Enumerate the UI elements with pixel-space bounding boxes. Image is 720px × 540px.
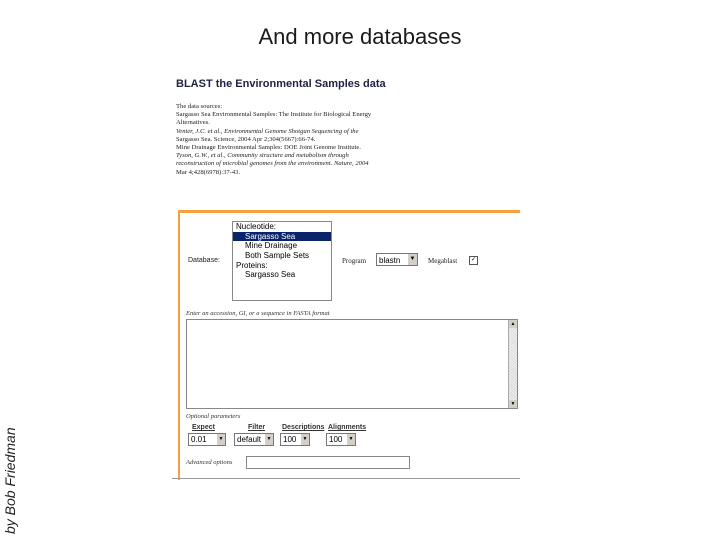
source-line: Mine Drainage Environmental Samples: DOE Joint Genome Institute. (176, 144, 361, 152)
expect-value: 0.01 (191, 435, 207, 444)
program-value: blastn (379, 256, 401, 265)
page-heading: BLAST the Environmental Samples data (176, 78, 386, 90)
scroll-down-icon[interactable]: ▼ (510, 401, 516, 407)
filter-select[interactable] (234, 433, 274, 446)
descriptions-value: 100 (283, 435, 297, 444)
database-option-group: Nucleotide: (236, 222, 277, 231)
scroll-up-icon[interactable]: ▲ (510, 321, 516, 327)
advanced-options-input[interactable] (246, 456, 410, 469)
advanced-options-label: Advanced options (186, 459, 233, 466)
data-sources-text (176, 103, 420, 177)
program-label: Program (342, 257, 367, 265)
source-line: Venter, J.C. et al., Environmental Genome Shotgun Sequencing of the (176, 127, 359, 135)
database-label: Database: (188, 257, 220, 264)
database-option[interactable]: Sargasso Sea (233, 232, 331, 242)
alignments-header: Alignments (328, 424, 367, 431)
sequence-scrollbar[interactable] (508, 320, 517, 408)
chevron-down-icon: ▼ (301, 434, 309, 445)
source-line: The data sources: (176, 103, 223, 110)
chevron-down-icon: ▼ (347, 434, 355, 445)
sequence-textarea[interactable] (186, 319, 518, 409)
program-select[interactable] (376, 253, 418, 266)
database-option[interactable]: Mine Drainage (245, 241, 298, 251)
database-option[interactable]: Sargasso Sea (245, 270, 296, 280)
database-option-group: Proteins: (236, 260, 268, 270)
megablast-checkbox[interactable]: ✓ (470, 257, 477, 263)
side-credit: by Bob Friedman (2, 427, 18, 534)
source-line: Alternatives. (176, 119, 210, 127)
descriptions-select[interactable] (280, 433, 310, 446)
database-option[interactable]: Both Sample Sets (245, 251, 310, 261)
descriptions-header: Descriptions (282, 424, 325, 431)
source-line: Sargasso Sea. Science, 2004 Apr 2;304(5667):66-74. (176, 135, 316, 143)
optional-parameters-label: Optional parameters (186, 413, 241, 420)
alignments-select[interactable] (326, 433, 356, 446)
blast-form (178, 210, 520, 480)
database-listbox[interactable] (232, 221, 332, 301)
sequence-label: Enter an accession, GI, or a sequence in FASTA format (186, 310, 330, 317)
filter-value: default (237, 435, 262, 444)
slide-title: And more databases (258, 24, 462, 49)
source-line: Sargasso Sea Environmental Samples: The Institute for Biological Energy (176, 111, 372, 119)
screenshot-bottom-border (172, 478, 520, 479)
filter-header: Filter (248, 424, 266, 431)
chevron-down-icon: ▼ (217, 434, 225, 445)
megablast-label: Megablast (428, 257, 458, 265)
chevron-down-icon: ▼ (408, 254, 417, 265)
source-line: Mar 4;428(6978):37-43. (176, 168, 241, 176)
alignments-value: 100 (329, 435, 343, 444)
expect-select[interactable] (188, 433, 226, 446)
expect-header: Expect (192, 424, 215, 431)
chevron-down-icon: ▼ (265, 434, 273, 445)
blast-screenshot (172, 74, 520, 480)
source-line: Tyson, G.W., et al., Community structure and metabolism through (176, 152, 349, 160)
source-line: reconstruction of microbial genomes from the environment. Nature, 2004 (176, 160, 369, 168)
